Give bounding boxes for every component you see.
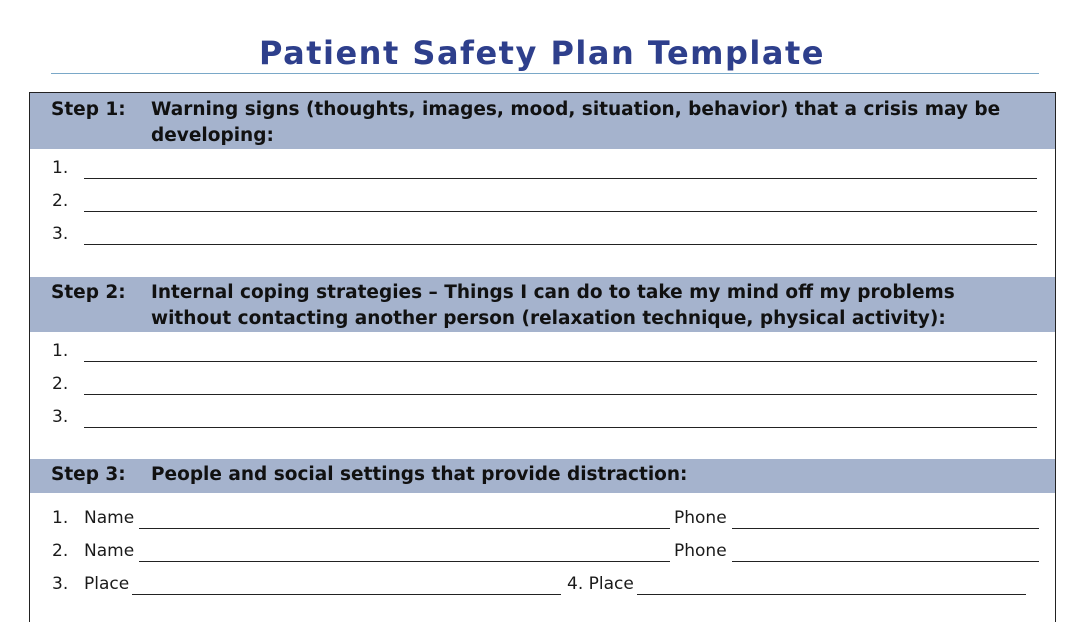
step2-item-2-number: 2. — [52, 374, 69, 394]
step1-text: Warning signs (thoughts, images, mood, situation, behavior) that a crisis may be developing: — [151, 99, 1001, 146]
step3-row-2-phone-line[interactable] — [732, 561, 1039, 562]
step3-label: Step 3: — [51, 464, 126, 485]
step3-row-2-phone-label: Phone — [674, 541, 727, 561]
step3-row-2-number: 2. — [52, 541, 69, 561]
step1-item-2-number: 2. — [52, 191, 69, 211]
step3-header — [30, 459, 1055, 493]
step3-row-1-phone-label: Phone — [674, 508, 727, 528]
step2-item-3-line[interactable] — [84, 427, 1037, 428]
step2-text: Internal coping strategies – Things I can do to take my mind off my problems without contacting another person (relaxation technique, physical activity): — [151, 282, 955, 329]
step3-row-3-place-line[interactable] — [132, 594, 561, 595]
step3-row-3-place-label: Place — [84, 574, 130, 594]
step1-item-1-number: 1. — [52, 158, 69, 178]
step2-item-1-line[interactable] — [84, 361, 1037, 362]
step3-row-1-name-line[interactable] — [139, 528, 670, 529]
step1-item-3-line[interactable] — [84, 244, 1037, 245]
step2-item-1-number: 1. — [52, 341, 69, 361]
step1-label: Step 1: — [51, 99, 126, 120]
step1-item-1-line[interactable] — [84, 178, 1037, 179]
step3-row-1-phone-line[interactable] — [732, 528, 1039, 529]
step1-item-3-number: 3. — [52, 224, 69, 244]
step2-item-2-line[interactable] — [84, 394, 1037, 395]
page-title: Patient Safety Plan Template — [259, 34, 825, 72]
step3-row-3-number: 3. — [52, 574, 69, 594]
step3-row-2-name-line[interactable] — [139, 561, 670, 562]
step1-item-2-line[interactable] — [84, 211, 1037, 212]
step2-header — [30, 277, 1055, 332]
title-underline — [51, 73, 1039, 74]
form-frame — [29, 92, 1056, 622]
step2-item-3-number: 3. — [52, 407, 69, 427]
step2-label: Step 2: — [51, 282, 126, 303]
step3-row-1-name-label: Name — [84, 508, 135, 528]
step3-text: People and social settings that provide distraction: — [151, 464, 688, 485]
step1-header — [30, 93, 1055, 149]
step3-row-1-number: 1. — [52, 508, 69, 528]
step3-row-2-name-label: Name — [84, 541, 135, 561]
step3-row-4-place-label: 4. Place — [567, 574, 634, 594]
step3-row-4-place-line[interactable] — [637, 594, 1026, 595]
